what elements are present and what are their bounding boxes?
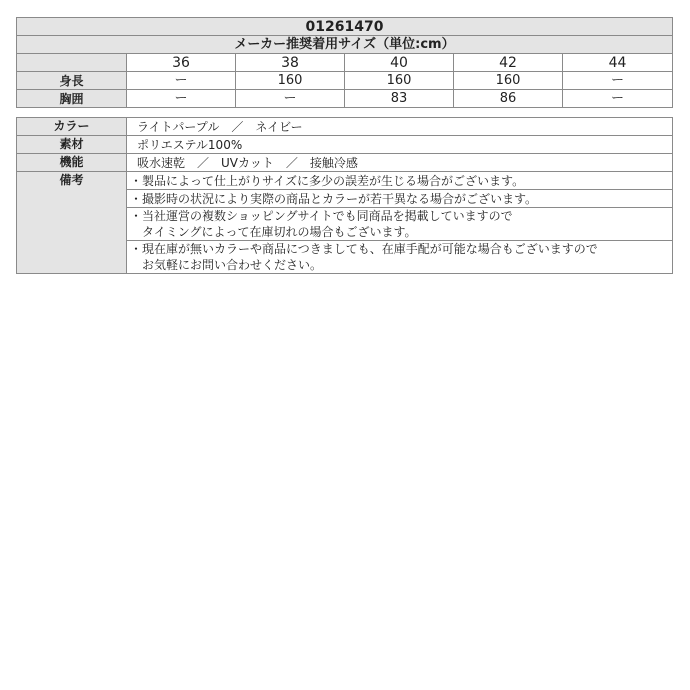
color-label: カラー bbox=[17, 118, 127, 136]
spec-table bbox=[16, 117, 673, 274]
notes-label: 備考 bbox=[17, 172, 127, 274]
spec-row-function bbox=[17, 154, 673, 172]
size-columns-row bbox=[17, 54, 673, 72]
size-table-header-row bbox=[17, 18, 673, 36]
row-label-chest: 胸囲 bbox=[17, 90, 127, 108]
size-cell: ー bbox=[127, 72, 236, 90]
size-cell: ー bbox=[127, 90, 236, 108]
size-cell: ー bbox=[236, 90, 345, 108]
size-column-header: 42 bbox=[454, 54, 563, 72]
size-table-subtitle-row bbox=[17, 36, 673, 54]
size-column-header: 36 bbox=[127, 54, 236, 72]
spec-row-notes bbox=[17, 172, 673, 190]
size-cell: ー bbox=[563, 72, 673, 90]
material-label: 素材 bbox=[17, 136, 127, 154]
row-label-height: 身長 bbox=[17, 72, 127, 90]
product-code: 01261470 bbox=[17, 18, 673, 36]
color-value: ライトパープル ／ ネイビー bbox=[127, 118, 673, 136]
size-corner-cell bbox=[17, 54, 127, 72]
function-value: 吸水速乾 ／ UVカット ／ 接触冷感 bbox=[127, 154, 673, 172]
size-cell: 160 bbox=[236, 72, 345, 90]
size-table-subtitle: メーカー推奨着用サイズ（単位:cm） bbox=[17, 36, 673, 54]
size-cell: 83 bbox=[345, 90, 454, 108]
note-item: ・現在庫が無いカラーや商品につきましても、在庫手配が可能な場合もございますので お気軽にお問い合わせください。 bbox=[127, 241, 673, 274]
note-item: ・撮影時の状況により実際の商品とカラーが若干異なる場合がございます。 bbox=[127, 190, 673, 208]
note-item: ・製品によって仕上がりサイズに多少の誤差が生じる場合がございます。 bbox=[127, 172, 673, 190]
size-row-height bbox=[17, 72, 673, 90]
function-label: 機能 bbox=[17, 154, 127, 172]
size-column-header: 40 bbox=[345, 54, 454, 72]
size-cell: 160 bbox=[345, 72, 454, 90]
size-column-header: 38 bbox=[236, 54, 345, 72]
size-cell: ー bbox=[563, 90, 673, 108]
size-row-chest bbox=[17, 90, 673, 108]
note-item: ・当社運営の複数ショッピングサイトでも同商品を掲載していますので タイミングによって在庫切れの場合もございます。 bbox=[127, 208, 673, 241]
material-value: ポリエステル100% bbox=[127, 136, 673, 154]
spec-row-color bbox=[17, 118, 673, 136]
size-cell: 86 bbox=[454, 90, 563, 108]
spec-row-material bbox=[17, 136, 673, 154]
size-table bbox=[16, 17, 673, 108]
size-cell: 160 bbox=[454, 72, 563, 90]
size-column-header: 44 bbox=[563, 54, 673, 72]
